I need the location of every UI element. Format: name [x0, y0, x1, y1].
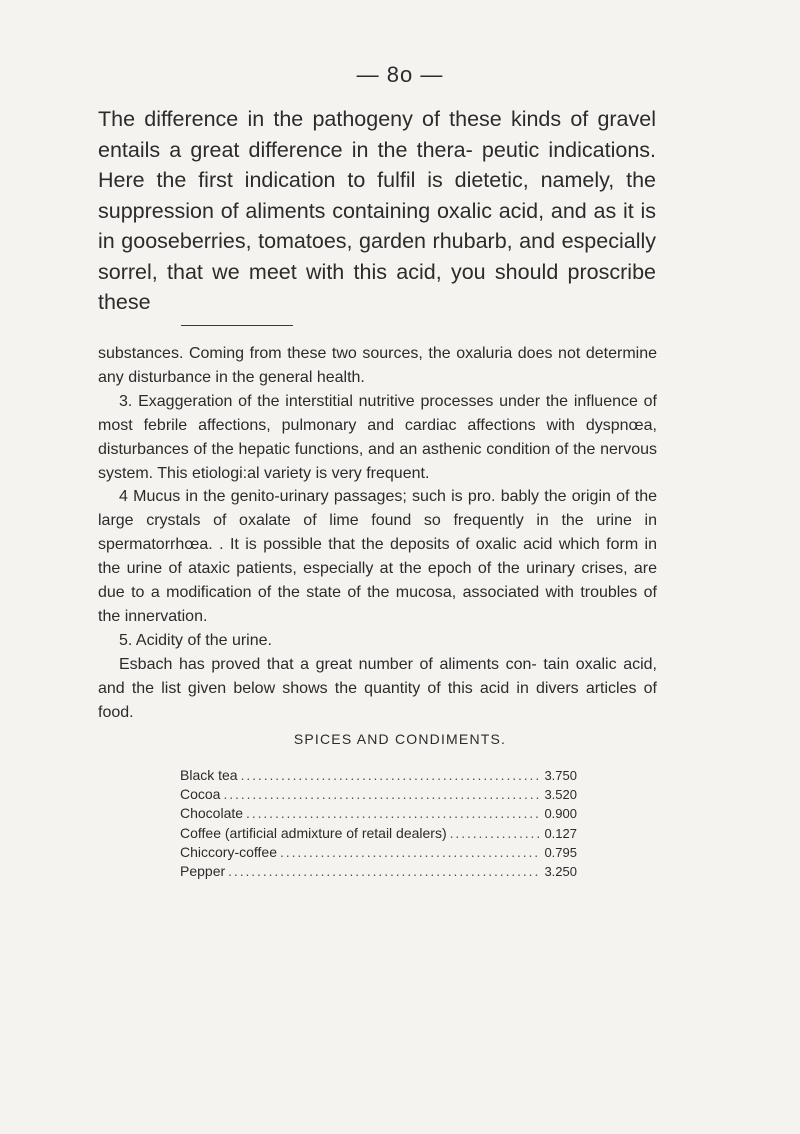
- dot-leader: [241, 766, 542, 785]
- table-row: [180, 862, 577, 881]
- paragraph-item-4: 4 Mucus in the genito-urinary passages; such is pro. bably the origin of the large crystals of oxalate of lime found so frequently in the urine in spermatorrhœa. . It is possible that the deposits of oxalic acid which form in the urine of ataxic patients, especially at the epoch of the urinary crises, are due to a modification of the state of the mucosa, associated with troubles of the innervation.: [98, 488, 657, 625]
- food-value: 3.250: [544, 864, 577, 880]
- table-row: [180, 843, 577, 862]
- dot-leader: [228, 862, 541, 881]
- food-value: 0.795: [544, 844, 577, 860]
- footnote-divider: [181, 325, 293, 326]
- food-value: 3.750: [544, 768, 577, 783]
- table-row: [180, 804, 577, 823]
- paragraph-esbach: Esbach has proved that a great number of aliments con- tain oxalic acid, and the list given below shows the quantity of this acid in divers articles of food.: [98, 655, 657, 721]
- table-row: [180, 824, 577, 843]
- food-value: 0.900: [544, 806, 577, 822]
- dot-leader: [246, 804, 541, 823]
- food-name: Chocolate: [180, 805, 244, 822]
- body-text: [98, 342, 657, 725]
- dot-leader: [280, 843, 541, 862]
- food-name: Pepper: [180, 863, 226, 880]
- paragraph-item-5: 5. Acidity of the urine.: [119, 631, 272, 649]
- table-heading: SPICES AND CONDIMENTS.: [293, 731, 507, 747]
- paragraph-item-3: 3. Exaggeration of the interstitial nutritive processes under the influence of most febrile affections, pulmonary and cardiac affections with dyspnœa, disturbances of the hepatic functions, and an asthenic condition of the nervous system. This etiologi:al variety is very frequent.: [98, 392, 657, 482]
- intro-paragraph: The difference in the pathogeny of these kinds of gravel entails a great difference in the thera- peutic indications. Here the first indication to fulfil is dietetic, namely, the suppression of aliments containing oxalic acid, and as it is in gooseberries, tomatoes, garden rhubarb, and especially sorrel, that we meet with this acid, you should proscribe these: [98, 107, 656, 314]
- paragraph-substances: substances. Coming from these two sources, the oxaluria does not determine any disturbance in the general health.: [98, 345, 657, 386]
- food-table: [180, 766, 577, 881]
- food-value: 0.127: [544, 825, 577, 841]
- page-number: — 8o —: [356, 62, 444, 87]
- food-value: 3.520: [544, 787, 577, 803]
- food-name: Cocoa: [180, 786, 221, 803]
- dot-leader: [223, 785, 541, 804]
- table-row: [180, 785, 577, 804]
- food-name: Coffee (artificial admixture of retail dealers): [180, 824, 447, 841]
- food-name: Black tea: [180, 767, 238, 783]
- dot-leader: [450, 824, 542, 843]
- food-name: Chiccory-coffee: [180, 843, 278, 860]
- table-row: [180, 766, 577, 785]
